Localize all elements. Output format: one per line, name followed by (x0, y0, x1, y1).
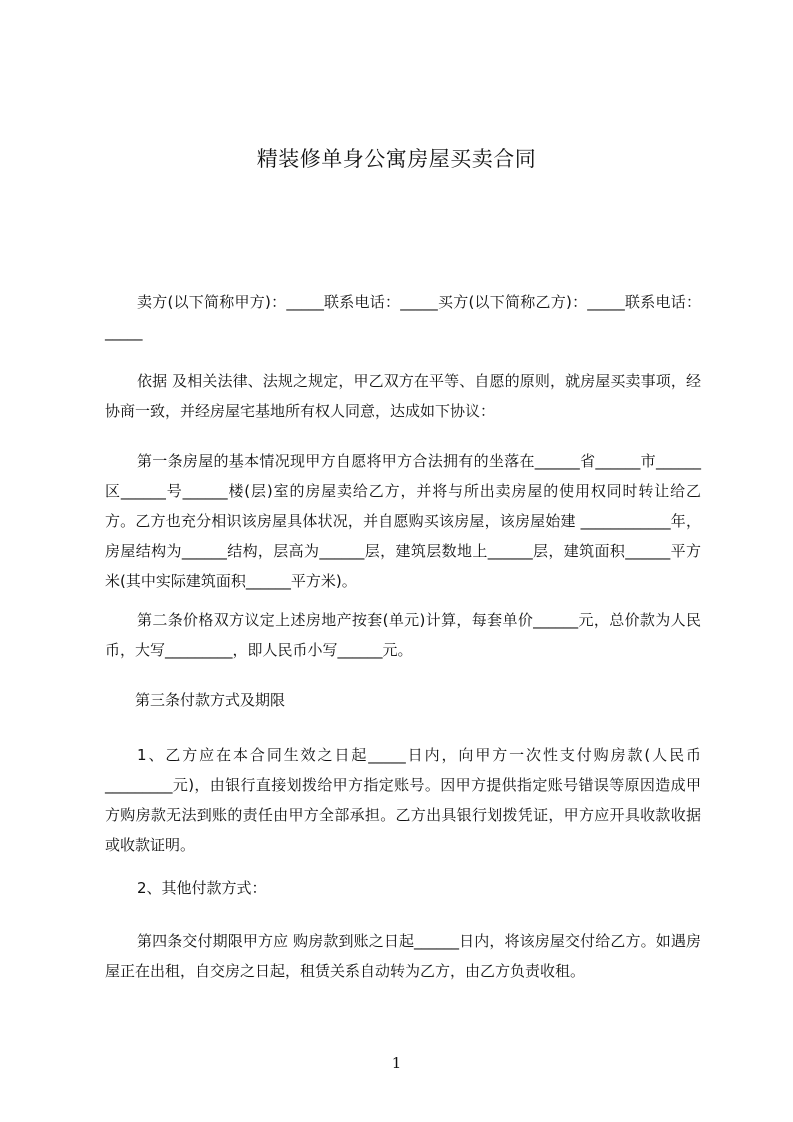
paragraph-article-2: 第二条价格双方议定上述房地产按套(单元)计算，每套单价______元，总价款为人民币，大写_________，即人民币小写______元。 (105, 611, 701, 659)
paragraph-parties: 卖方(以下简称甲方)：_____联系电话：_____买方(以下简称乙方)：_____联系电话：_____ (105, 293, 701, 341)
paragraph-article-3-heading: 第三条付款方式及期限 (135, 691, 286, 709)
paragraph-basis: 依据 及相关法律、法规之规定，甲乙双方在平等、自愿的原则，就房屋买卖事项，经协商一致，并经房屋宅基地所有权人同意，达成如下协议： (105, 372, 701, 420)
document-title: 精装修单身公寓房屋买卖合同 (256, 147, 537, 171)
page-number: 1 (391, 1054, 402, 1072)
paragraph-payment-2: 2、其他付款方式： (137, 879, 267, 897)
paragraph-payment-1: 1、乙方应在本合同生效之日起_____日内，向甲方一次性支付购房款(人民币_________元)，由银行直接划拨给甲方指定账号。因甲方提供指定账号错误等原因造成甲方购房款无法到账的责任由甲方全部承担。乙方出具银行划拨凭证，甲方应开具收款收据或收款证明。 (105, 746, 701, 854)
paragraph-article-4: 第四条交付期限甲方应 购房款到账之日起______日内，将该房屋交付给乙方。如遇房屋正在出租，自交房之日起，租赁关系自动转为乙方，由乙方负责收租。 (105, 932, 701, 980)
paragraph-article-1: 第一条房屋的基本情况现甲方自愿将甲方合法拥有的坐落在______省______市______区______号______楼(层)室的房屋卖给乙方，并将与所出卖房屋的使用权同时转让给乙方。乙方也充分相识该房屋具体状况，并自愿购买该房屋，该房屋始建 ____________年，房屋结构为______结构，层高为______层，建筑层数地上______层，建筑面积______平方米(其中实际建筑面积______平方米)。 (105, 452, 701, 590)
